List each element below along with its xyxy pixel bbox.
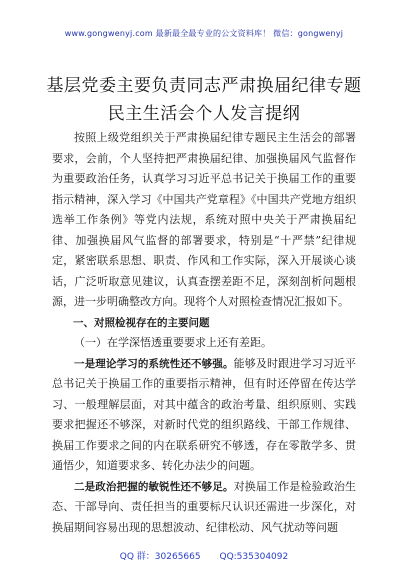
point-one-paragraph [52,354,356,477]
qq-group-text: QQ 群：30265665 [119,552,201,562]
document-title: 基层党委主要负责同志严肃换届纪律专题民主生活会个人发言提纲 [46,76,362,124]
document-body [52,128,356,538]
point-two-lead: 二是政治把握的敏锐性还不够足。 [74,480,234,493]
intro-paragraph: 按照上级党组织关于严肃换届纪律专题民主生活会的部署要求，会前，个人坚持把严肃换届纪律、加强换届风气监督作为重要政治任务，认真学习习近平总书记关于换届工作的重要指示精神，深入学习《中国共产党章程》《中国共产党地方组织选举工作条例》等党内法规，系统对照中央关于严肃换届纪律、加强换届风气监督的部署要求，特别是“十严禁”纪律规定，紧密联系思想、职责、作风和工作实际，深入开展谈心谈话，广泛听取意见建议，认真查摆差距不足，深刻剖析问题根源，进一步明确整改方向。现将个人对照检查情况汇报如下。 [52,131,356,308]
site-header-banner: www.gongwenyj.com 最新最全最专业的公文资料库！ 微信：gongwenyj [64,29,344,38]
subsection-heading: （一）在学深悟透重要要求上还有差距。 [74,336,272,349]
point-two-text: 对换届工作是检验政治生态、干部导向、责任担当的重要标尺认识还需进一步深化，对换届期间容易出现的思想波动、纪律松动、风气扰动等问题 [52,479,357,534]
point-one-lead: 一是理论学习的系统性还不够强。 [74,357,234,370]
point-two-paragraph [52,477,356,539]
section-heading: 一、对照检视存在的主要问题 [73,316,210,329]
point-one-text: 能够及时跟进学习习近平总书记关于换届工作的重要指示精神，但有时还停留在传达学习、一般理解层面，对其中蕴含的政治考量、组织原则、实践要求把握还不够深，对新时代党的组织路线、干部工作规律、换届工作要求之间的内在联系研究不够透，存在零散学多、贯通悟少，知道要求多、转化办法少的问题。 [52,356,357,472]
qq-number-text: QQ:535304092 [219,552,289,562]
contact-footer [0,549,408,562]
